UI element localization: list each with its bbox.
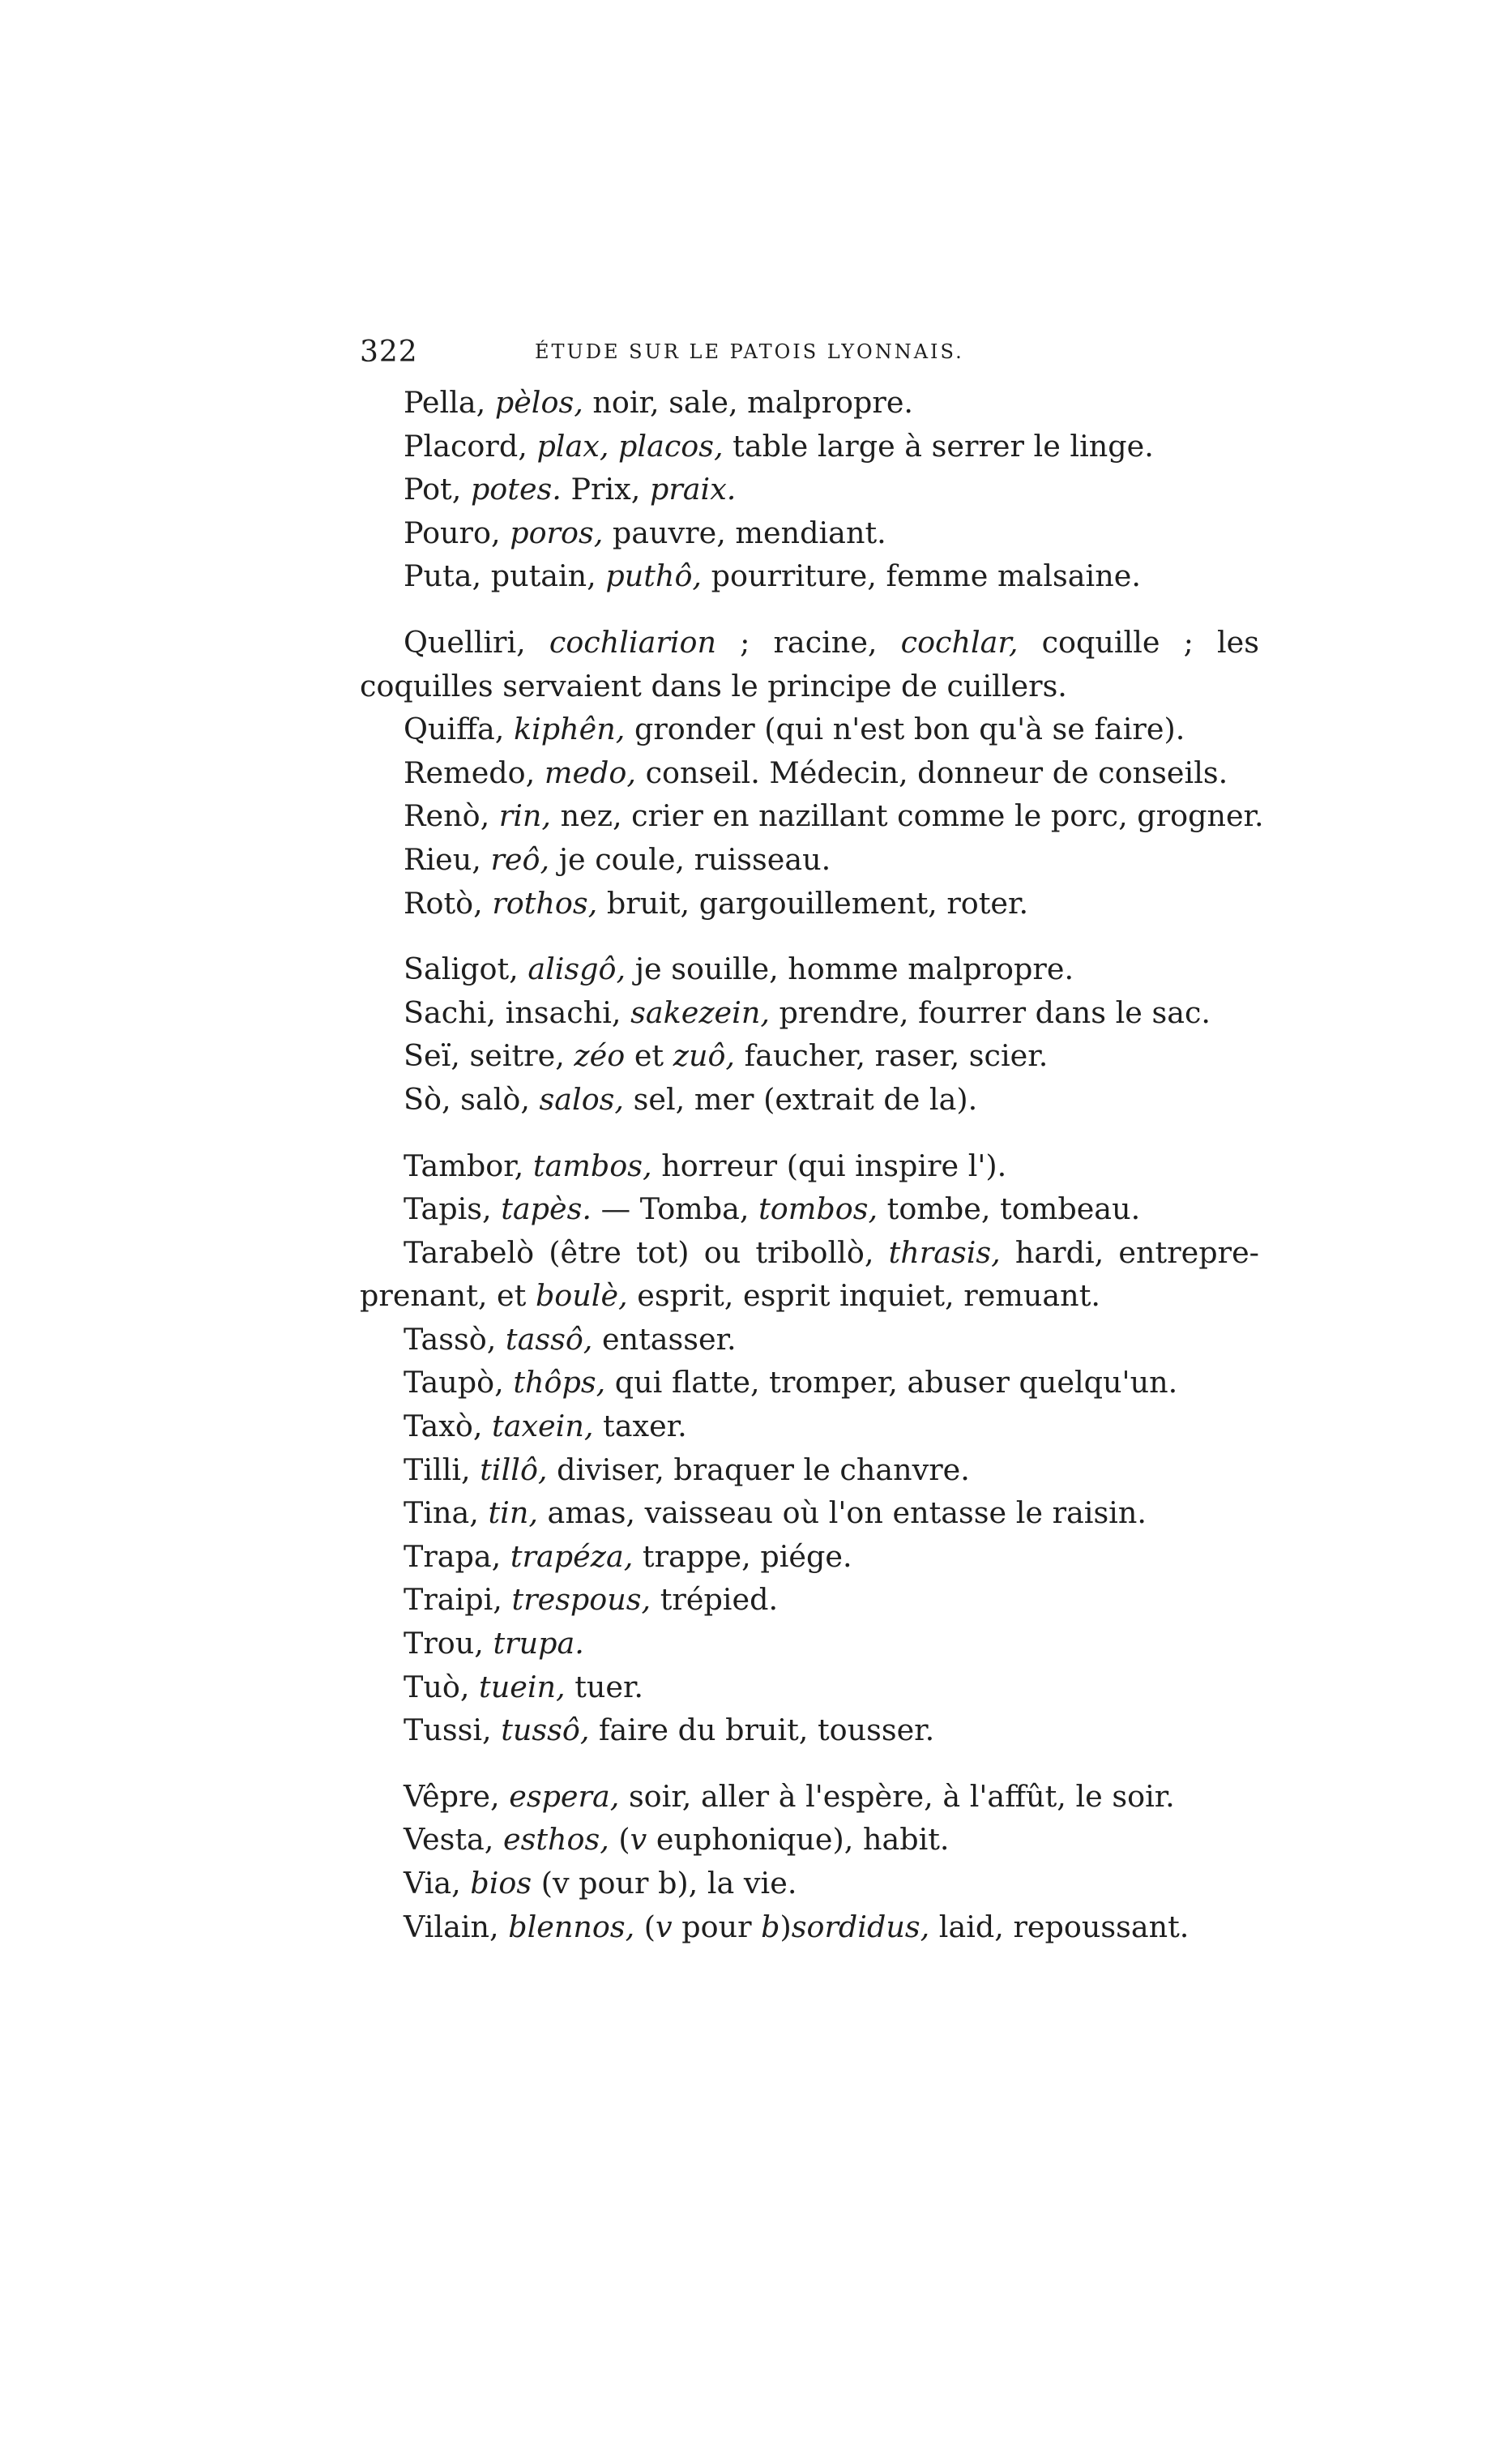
- entry-text: Taupò,: [404, 1365, 514, 1400]
- entry-text: gronder (qui n'est bon qu'à se faire).: [625, 712, 1185, 747]
- etymon-text: boulè,: [535, 1278, 628, 1314]
- entry-text: Pot,: [404, 472, 471, 507]
- page-header: [360, 336, 1024, 376]
- etymon-text: v: [630, 1822, 647, 1858]
- entry-text: Taxò,: [404, 1409, 493, 1444]
- etymon-text: rin,: [498, 798, 552, 834]
- entry-text: Quiffa,: [404, 712, 515, 747]
- entry-text: tombe, tombeau.: [878, 1191, 1141, 1227]
- entry-continuation-line: [360, 665, 1259, 708]
- running-title: ÉTUDE SUR LE PATOIS LYONNAIS.: [535, 340, 964, 363]
- glossary-entry: [360, 1231, 1259, 1318]
- entry-text: (v pour b), la vie.: [532, 1866, 797, 1901]
- entry-text: Tuò,: [404, 1669, 480, 1704]
- etymon-text: zéo: [574, 1038, 626, 1074]
- entry-text: Seï, seitre,: [404, 1038, 574, 1074]
- entry-text: laid, repoussant.: [929, 1909, 1190, 1944]
- etymon-text: b: [761, 1909, 780, 1944]
- glossary-entry: [360, 425, 1259, 468]
- entry-text: prenant, et: [360, 1278, 536, 1314]
- entry-text: Vêpre,: [404, 1778, 510, 1814]
- entry-text: pauvre, mendiant.: [603, 515, 886, 550]
- etymon-text: alisgô,: [527, 951, 626, 987]
- glossary-entry: [360, 1448, 1259, 1492]
- entry-text: Saligot,: [404, 951, 528, 987]
- etymon-text: tapès.: [501, 1191, 592, 1227]
- glossary-entry: [360, 947, 1259, 991]
- glossary-entry: [360, 1862, 1259, 1905]
- entry-text: coquilles servaient dans le principe de cuillers.: [360, 668, 1067, 703]
- glossary-entry: [360, 1622, 1259, 1665]
- entry-text: Tilli,: [404, 1452, 481, 1487]
- glossary-entry: [360, 1578, 1259, 1622]
- entry-text: noir, sale, malpropre.: [583, 385, 914, 420]
- entry-text: amas, vaisseau où l'on entasse le raisin.: [537, 1495, 1147, 1531]
- glossary-entry: [360, 991, 1259, 1035]
- glossary-entry: [360, 1535, 1259, 1579]
- entry-text: esprit, esprit inquiet, remuant.: [627, 1278, 1100, 1314]
- etymon-text: taxein,: [492, 1409, 594, 1444]
- glossary-entry: [360, 468, 1259, 511]
- etymon-text: potes.: [470, 472, 562, 507]
- etymon-text: tambos,: [532, 1148, 652, 1183]
- entry-text: sel, mer (extrait de la).: [624, 1081, 978, 1117]
- glossary-entry: [360, 554, 1259, 598]
- glossary-entry: [360, 621, 1259, 708]
- entry-text: taxer.: [593, 1409, 687, 1444]
- entry-text: ; racine,: [715, 624, 901, 660]
- entry-text: Pouro,: [404, 515, 510, 550]
- entry-text: pourriture, femme malsaine.: [702, 558, 1141, 594]
- entry-text: Sachi, insachi,: [404, 994, 631, 1030]
- entry-text: je coule, ruisseau.: [549, 841, 831, 877]
- etymon-text: puthô,: [605, 558, 703, 594]
- etymon-text: cochliarion: [549, 624, 716, 660]
- entry-text: Tambor,: [404, 1148, 533, 1183]
- glossary-text: [360, 381, 1264, 1971]
- entry-text: — Tomba,: [591, 1191, 759, 1227]
- etymon-text: medo,: [544, 755, 636, 790]
- etymon-text: tin,: [488, 1495, 538, 1531]
- glossary-entry: [360, 1405, 1259, 1448]
- entry-text: Puta, putain,: [404, 558, 606, 594]
- etymon-text: bios: [470, 1866, 532, 1901]
- entry-text: trépied.: [651, 1582, 779, 1618]
- entry-first-line: [360, 621, 1259, 665]
- etymon-text: v: [656, 1909, 673, 1944]
- etymon-text: trespous,: [511, 1582, 651, 1618]
- glossary-entry: [360, 511, 1259, 555]
- entry-text: et: [625, 1038, 673, 1074]
- glossary-entry: [360, 1905, 1259, 1949]
- entry-text: soir, aller à l'espère, à l'affût, le soir.: [619, 1778, 1175, 1814]
- entry-text: nez, crier en nazillant comme le porc, grogner.: [551, 798, 1264, 834]
- etymon-text: espera,: [509, 1778, 620, 1814]
- etymon-text: trupa.: [493, 1626, 584, 1661]
- etymon-text: tuein,: [479, 1669, 566, 1704]
- entry-text: je souille, homme malpropre.: [626, 951, 1074, 987]
- entry-text: faire du bruit, tousser.: [589, 1712, 935, 1748]
- entry-text: Rieu,: [404, 841, 491, 877]
- etymon-text: trapéza,: [510, 1538, 634, 1574]
- entry-text: entasser.: [592, 1321, 737, 1357]
- entry-text: Tussi,: [404, 1712, 502, 1748]
- entry-text: ): [779, 1909, 792, 1944]
- glossary-entry: [360, 1818, 1259, 1862]
- glossary-entry: [360, 751, 1259, 795]
- entry-text: Sò, salò,: [404, 1081, 540, 1117]
- entry-group: [360, 1775, 1259, 1948]
- entry-text: qui flatte, tromper, abuser quelqu'un.: [605, 1365, 1178, 1400]
- entry-text: trappe, piége.: [633, 1538, 852, 1574]
- etymon-text: plax, placos,: [536, 428, 724, 464]
- entry-text: Trapa,: [404, 1538, 510, 1574]
- etymon-text: rothos,: [492, 885, 598, 921]
- etymon-text: salos,: [539, 1081, 625, 1117]
- etymon-text: tussô,: [501, 1712, 590, 1748]
- glossary-entry: [360, 1775, 1259, 1819]
- entry-text: Tapis,: [404, 1191, 502, 1227]
- entry-text: euphonique), habit.: [647, 1822, 950, 1858]
- entry-text: prendre, fourrer dans le sac.: [769, 994, 1211, 1030]
- etymon-text: poros,: [510, 515, 604, 550]
- entry-text: Tina,: [404, 1495, 489, 1531]
- etymon-text: reô,: [490, 841, 550, 877]
- etymon-text: esthos,: [502, 1822, 609, 1858]
- page-number: 322: [360, 336, 418, 369]
- entry-text: tuer.: [565, 1669, 644, 1704]
- glossary-entry: [360, 794, 1264, 838]
- etymon-text: tillô,: [480, 1452, 548, 1487]
- entry-group: [360, 1144, 1259, 1752]
- etymon-text: blennos,: [508, 1909, 635, 1944]
- entry-text: coquille ; les: [1018, 624, 1259, 660]
- entry-text: Remedo,: [404, 755, 545, 790]
- etymon-text: praix.: [649, 472, 737, 507]
- etymon-text: sakezein,: [630, 994, 770, 1030]
- glossary-entry: [360, 1491, 1259, 1535]
- glossary-entry: [360, 1144, 1259, 1188]
- entry-text: Tassò,: [404, 1321, 506, 1357]
- entry-text: horreur (qui inspire l').: [651, 1148, 1007, 1183]
- etymon-text: tassô,: [505, 1321, 593, 1357]
- entry-text: Via,: [404, 1866, 471, 1901]
- glossary-entry: [360, 882, 1259, 926]
- entry-first-line: [360, 1231, 1259, 1275]
- entry-text: Traipi,: [404, 1582, 512, 1618]
- entry-text: Pella,: [404, 385, 495, 420]
- glossary-entry: [360, 708, 1259, 751]
- etymon-text: pèlos,: [494, 385, 583, 420]
- glossary-entry: [360, 1187, 1259, 1231]
- glossary-entry: [360, 1078, 1259, 1122]
- etymon-text: thrasis,: [888, 1234, 1001, 1270]
- entry-text: Renò,: [404, 798, 499, 834]
- entry-text: (: [609, 1822, 630, 1858]
- entry-text: diviser, braquer le chanvre.: [547, 1452, 970, 1487]
- entry-text: (: [634, 1909, 656, 1944]
- etymon-text: tombos,: [758, 1191, 878, 1227]
- glossary-entry: [360, 1034, 1259, 1078]
- glossary-entry: [360, 381, 1259, 425]
- entry-group: [360, 621, 1264, 925]
- entry-continuation-line: [360, 1274, 1259, 1318]
- entry-text: faucher, raser, scier.: [735, 1038, 1049, 1074]
- entry-group: [360, 947, 1259, 1121]
- entry-text: Rotò,: [404, 885, 493, 921]
- glossary-entry: [360, 1318, 1259, 1362]
- glossary-entry: [360, 838, 1259, 882]
- etymon-text: thôps,: [513, 1365, 606, 1400]
- entry-text: Vesta,: [404, 1822, 503, 1858]
- entry-text: table large à serrer le linge.: [723, 428, 1154, 464]
- entry-text: Prix,: [561, 472, 650, 507]
- entry-text: Tarabelò (être tot) ou tribollò,: [404, 1234, 889, 1270]
- etymon-text: sordidus,: [791, 1909, 930, 1944]
- etymon-text: kiphên,: [514, 712, 626, 747]
- entry-text: pour: [672, 1909, 762, 1944]
- entry-text: Trou,: [404, 1626, 493, 1661]
- glossary-entry: [360, 1361, 1259, 1405]
- entry-text: bruit, gargouillement, roter.: [597, 885, 1029, 921]
- etymon-text: cochlar,: [900, 624, 1019, 660]
- entry-text: Vilain,: [404, 1909, 509, 1944]
- entry-group: [360, 381, 1259, 598]
- entry-text: hardi, entrepre-: [1000, 1234, 1260, 1270]
- entry-text: Quelliri,: [404, 624, 549, 660]
- glossary-entry: [360, 1708, 1259, 1752]
- entry-text: Placord,: [404, 428, 537, 464]
- entry-text: conseil. Médecin, donneur de conseils.: [636, 755, 1228, 790]
- glossary-entry: [360, 1665, 1259, 1709]
- etymon-text: zuô,: [673, 1038, 736, 1074]
